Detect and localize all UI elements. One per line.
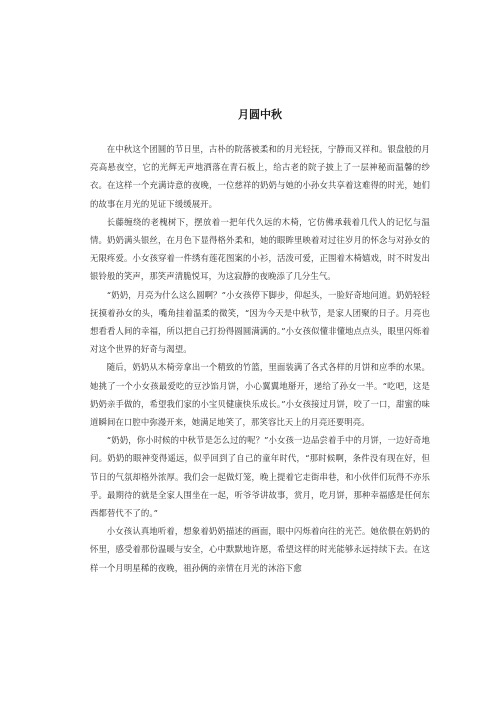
document-title: 月圆中秋 — [238, 108, 282, 121]
paragraph-5: “奶奶，你小时候的中秋节是怎么过的呢？”小女孩一边品尝着手中的月饼，一边好奇地问。奶奶的眼神变得遥远，似乎回到了自己的童年时代，“那时候啊，条件没有现在好，但节日的气氛却格外浓厚。我们会一起做灯笼，晚上提着它走街串巷，和小伙伴们玩得不亦乐乎。最期待的就是全家人围坐在一起，听爷爷讲故事，赏月，吃月饼，那种幸福感是任何东西都替代不了的。” — [90, 435, 430, 519]
paragraph-6: 小女孩认真地听着，想象着奶奶描述的画面，眼中闪烁着向往的光芒。她依偎在奶奶的怀里，感受着那份温暖与安全，心中默默地许愿，希望这样的时光能够永远持续下去。在这样一个月明星稀的夜晚，祖孙俩的亲情在月光的沐浴下愈 — [90, 526, 430, 573]
paragraph-2: 长藤缠绕的老槐树下，摆放着一把年代久远的木椅，它仿佛承载着几代人的记忆与温情。奶奶满头银丝，在月色下显得格外柔和，她的眼眸里映着对过往岁月的怀念与对孙女的无限疼爱。小女孩穿着一件绣有莲花图案的小衫，活泼可爱，正围着木椅嬉戏，时不时发出银铃般的笑声，那笑声清脆悦耳，为这寂静的夜晚添了几分生气。 — [90, 216, 430, 282]
paragraph-4: 随后，奶奶从木椅旁拿出一个精致的竹篮，里面装满了各式各样的月饼和应季的水果。她挑了一个小女孩最爱吃的豆沙馅月饼，小心翼翼地掰开，递给了孙女一半。“吃吧，这是奶奶亲手做的，希望我们家的小宝贝健康快乐成长。”小女孩接过月饼，咬了一口，甜蜜的味道瞬间在口腔中弥漫开来，她满足地笑了，那笑容比天上的月亮还要明亮。 — [90, 362, 430, 428]
paragraph-1: 在中秋这个团圆的节日里，古朴的院落被柔和的月光轻抚，宁静而又祥和。银盘般的月亮高悬夜空，它的光辉无声地洒落在青石板上，给古老的院子披上了一层神秘而温馨的纱衣。在这样一个充满诗意的夜晚，一位慈祥的奶奶与她的小孙女共享着这难得的时光，她们的故事在月光的见证下缓缓展开。 — [90, 144, 430, 209]
paragraph-3: “奶奶，月亮为什么这么圆啊？”小女孩停下脚步，仰起头，一脸好奇地问道。奶奶轻轻抚摸着孙女的头，嘴角挂着温柔的微笑，“因为今天是中秋节，是家人团聚的日子。月亮也想看看人间的幸福，所以把自己打扮得圆圆满满的。”小女孩似懂非懂地点点头，眼里闪烁着对这个世界的好奇与渴望。 — [90, 289, 430, 355]
